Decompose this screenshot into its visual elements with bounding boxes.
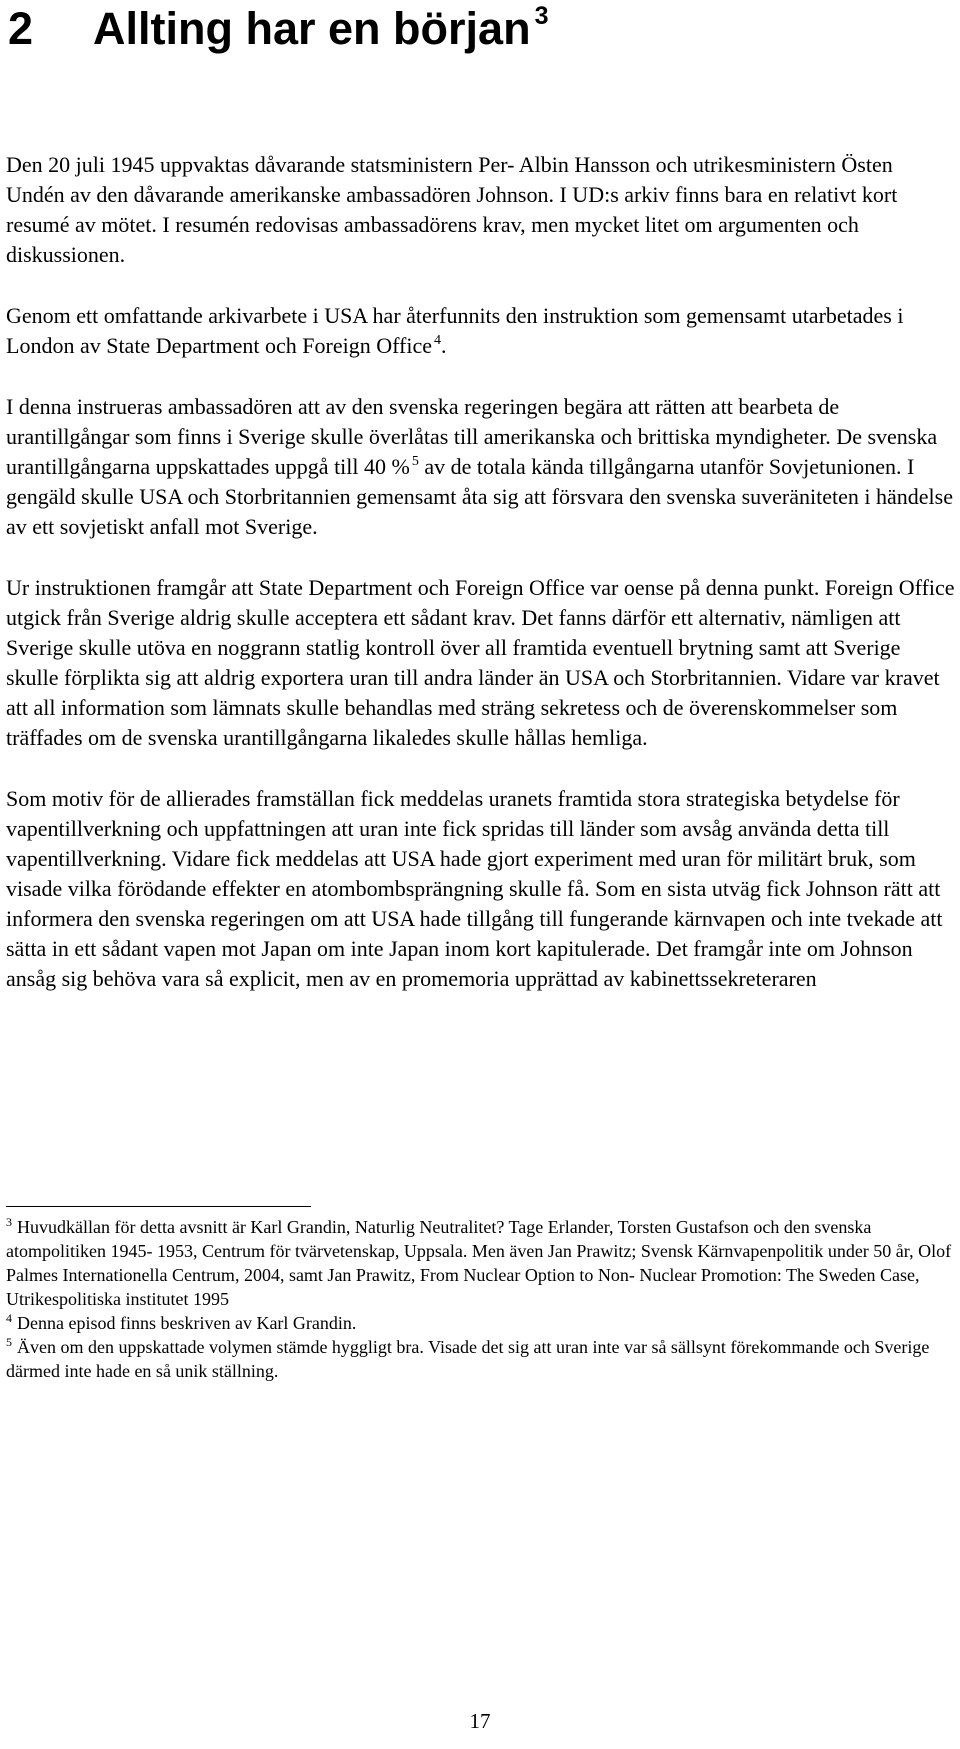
paragraph-text: Som motiv för de allierades framställan fick meddelas uranets framtida stora strategiska betydelse för vapentillverkning och uppfattningen att uran inte fick spridas till länder som avsåg använda detta till vapentillverkning. Vidare fick meddelas att USA hade gjort experiment med uran för militärt bruk, som visade vilka förödande effekter en atombombsprängning skulle få. Som en sista utväg fick Johnson rätt att informera den svenska regeringen om att USA hade tillgång till fungerande kärnvapen och inte tvekade att sätta in ett sådant vapen mot Japan om inte Japan inom kort kapitulerade. Det framgår inte om Johnson ansåg sig behöva vara så explicit, men av en promemoria upprättad av kabinettssekreteraren [6, 786, 943, 991]
footnote-divider [6, 1206, 311, 1207]
paragraph-text: Genom ett omfattande arkivarbete i USA har återfunnits den instruktion som gemensamt utarbetades i London av State Department och Foreign Office [6, 303, 904, 358]
paragraph [6, 573, 956, 753]
paragraph [6, 784, 956, 994]
chapter-title-text: Allting har en början [93, 3, 531, 54]
page-number: 17 [469, 1709, 491, 1733]
paragraph [6, 301, 956, 361]
paragraph-text: Den 20 juli 1945 uppvaktas dåvarande statsministern Per- Albin Hansson och utrikesministern Östen Undén av den dåvarande amerikanske ambassadören Johnson. I UD:s arkiv finns bara en relativt kort resumé av mötet. I resumén redovisas ambassadörens krav, men mycket litet om argumenten och diskussionen. [6, 152, 898, 267]
footnote-ref[interactable]: 4 [434, 333, 442, 348]
body-text [6, 150, 956, 994]
paragraph [6, 150, 956, 270]
footnote-ref[interactable]: 5 [411, 454, 419, 469]
footnote-marker: 4 [6, 1311, 12, 1325]
footnote [6, 1335, 956, 1383]
chapter-number: 2 [8, 3, 34, 54]
paragraph-text: Ur instruktionen framgår att State Department och Foreign Office var oense på denna punkt. Foreign Office utgick från Sverige aldrig skulle acceptera ett sådant krav. Det fanns därför ett alternativ, nämligen att Sverige skulle utöva en noggrann statlig kontroll över all framtida eventuell brytning samt att Sverige skulle förplikta sig att aldrig exportera uran till andra länder än USA och Storbritannien. Vidare var kravet att all information som lämnats skulle behandlas med sträng sekretess och de överenskommelser som träffades om de svenska urantillgångarna likaledes skulle hållas hemliga. [6, 575, 955, 750]
footnote-marker: 3 [6, 1215, 12, 1229]
paragraph [6, 392, 956, 542]
footnote-text: Denna episod finns beskriven av Karl Grandin. [17, 1313, 357, 1333]
footnote [6, 1311, 956, 1335]
footnote-text: Huvudkällan för detta avsnitt är Karl Grandin, Naturlig Neutralitet? Tage Erlander, Torsten Gustafson och den svenska atompolitiken 1945- 1953, Centrum för tvärvetenskap, Uppsala. Men även Jan Prawitz; Svensk Kärnvapenpolitik under 50 år, Olof Palmes Internationella Centrum, 2004, samt Jan Prawitz, From Nuclear Option to Non- Nuclear Promotion: The Sweden Case, Utrikespolitiska institutet 1995 [6, 1217, 952, 1309]
paragraph-text-after: . [441, 333, 447, 358]
footnote-text: Även om den uppskattade volymen stämde hyggligt bra. Visade det sig att uran inte var så sällsynt förekommande och Sverige därmed inte hade en så unik ställning. [6, 1337, 930, 1381]
footnote [6, 1215, 956, 1311]
paragraph-text-after: av de totala kända tillgångarna utanför Sovjetunionen. I gengäld skulle USA och Storbritannien gemensamt åta sig att försvara den svenska suveräniteten i händelse av ett sovjetiskt anfall mot Sverige. [6, 454, 953, 539]
footnote-marker: 5 [6, 1335, 12, 1349]
chapter-footnote-ref[interactable]: 3 [534, 2, 549, 30]
chapter-heading [8, 2, 548, 55]
paragraph-text: I denna instrueras ambassadören att av den svenska regeringen begära att rätten att bearbeta de urantillgångar som finns i Sverige skulle överlåtas till amerikanska och brittiska myndigheter. De svenska urantillgångarna uppskattades uppgå till 40 % [6, 394, 938, 479]
footnotes [6, 1215, 956, 1383]
